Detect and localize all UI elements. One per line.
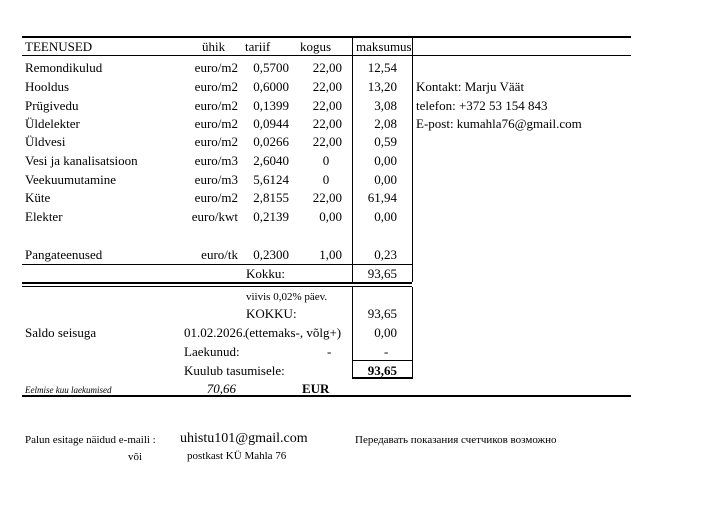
received-dash: -: [327, 344, 332, 359]
footer-or: või: [128, 451, 143, 463]
row-qty: 0: [322, 153, 330, 168]
row-unit: euro/m2: [194, 98, 238, 113]
balance-label: Saldo seisuga: [25, 325, 97, 340]
row-name-hooldus: Hooldus: [25, 79, 70, 94]
footer-russian: Передавать показания счетчиков возможно: [355, 434, 557, 446]
row-cost: 0,59: [374, 134, 397, 149]
header-cost: maksumus: [356, 39, 412, 54]
cost-column-left-border: [352, 37, 353, 282]
row-qty: 1,00: [319, 247, 342, 262]
kokku-top-line: [22, 264, 412, 265]
row-unit: euro/m2: [194, 60, 238, 75]
row-unit: euro/kwt: [191, 209, 238, 224]
received-label: Laekunud:: [184, 344, 240, 359]
footer-email: uhistu101@gmail.com: [180, 431, 308, 446]
footer-instruction: Palun esitage näidud e-maili :: [25, 434, 156, 446]
to-pay-top-line: [352, 360, 412, 361]
section-line-1: [22, 282, 412, 284]
contact-phone: telefon: +372 53 154 843: [416, 98, 548, 113]
header-quantity: kogus: [300, 39, 332, 54]
row-cost: 12,54: [367, 60, 397, 75]
row-cost: 0,23: [374, 247, 397, 262]
total-label: Kokku:: [246, 266, 285, 281]
last-month-currency: EUR: [302, 381, 330, 396]
header-underline: [22, 55, 631, 56]
row-tariff: 0,6000: [253, 79, 289, 94]
row-tariff: 0,5700: [253, 60, 289, 75]
balance-note: (ettemaks-, võlg+): [245, 325, 342, 340]
balance-date: 01.02.2026.: [184, 325, 246, 340]
row-name-uldvesi: Üldvesi: [25, 134, 66, 149]
cost-column-right-border: [412, 37, 413, 282]
row-tariff: 2,6040: [253, 153, 289, 168]
grand-total-left-border: [352, 287, 353, 379]
header-unit: ühik: [202, 39, 226, 54]
row-tariff: 0,2300: [253, 247, 289, 262]
row-name-veekuumutamine: Veekuumutamine: [25, 172, 116, 187]
row-unit: euro/m3: [194, 153, 238, 168]
last-month-value: 70,66: [206, 381, 236, 396]
section-line-2: [22, 286, 412, 287]
row-qty: 22,00: [312, 116, 342, 131]
row-cost: 0,00: [374, 172, 397, 187]
row-unit: euro/m2: [194, 134, 238, 149]
row-unit: euro/m3: [194, 172, 238, 187]
last-month-label: Eelmise kuu laekumised: [25, 385, 112, 395]
row-qty: 22,00: [312, 190, 342, 205]
grand-total-label: KOKKU:: [246, 306, 297, 321]
row-tariff: 2,8155: [253, 190, 289, 205]
row-qty: 22,00: [312, 60, 342, 75]
penalty-label: viivis 0,02% päev.: [246, 291, 328, 303]
row-cost: 2,08: [374, 116, 397, 131]
row-tariff: 0,0944: [253, 116, 289, 131]
balance-value: 0,00: [374, 325, 397, 340]
row-name-prugivedu: Prügivedu: [25, 98, 79, 113]
row-name-vesi-kanalisatsioon: Vesi ja kanalisatsioon: [25, 153, 138, 168]
row-name-kute: Küte: [25, 190, 51, 205]
grand-total-value: 93,65: [367, 306, 397, 321]
received-dash-cost: -: [384, 344, 389, 359]
row-unit: euro/m2: [194, 116, 238, 131]
row-tariff: 0,0266: [253, 134, 289, 149]
row-name-remondikulud: Remondikulud: [25, 60, 103, 75]
row-qty: 22,00: [312, 79, 342, 94]
contact-email: E-post: kumahla76@gmail.com: [416, 116, 582, 131]
row-cost: 3,08: [374, 98, 397, 113]
header-tariff: tariif: [245, 39, 271, 54]
row-qty: 0,00: [319, 209, 342, 224]
header-services: TEENUSED: [25, 39, 93, 54]
top-border: [22, 36, 631, 38]
row-unit: euro/m2: [194, 79, 238, 94]
row-cost: 0,00: [374, 209, 397, 224]
to-pay-label: Kuulub tasumisele:: [184, 363, 285, 378]
total-value: 93,65: [367, 266, 397, 281]
contact-name: Kontakt: Marju Väät: [416, 79, 525, 94]
row-qty: 22,00: [312, 98, 342, 113]
row-cost: 13,20: [367, 79, 397, 94]
row-name-pangateenused: Pangateenused: [25, 247, 103, 262]
row-tariff: 0,1399: [253, 98, 289, 113]
row-tariff: 0,2139: [253, 209, 289, 224]
row-name-uldelekter: Üldelekter: [25, 116, 80, 131]
row-cost: 61,94: [367, 190, 397, 205]
row-cost: 0,00: [374, 153, 397, 168]
row-name-elekter: Elekter: [25, 209, 63, 224]
row-tariff: 5,6124: [253, 172, 289, 187]
grand-total-right-border: [412, 287, 413, 379]
footer-mailbox: postkast KÜ Mahla 76: [187, 450, 287, 462]
row-qty: 22,00: [312, 134, 342, 149]
row-qty: 0: [322, 172, 330, 187]
row-unit: euro/m2: [194, 190, 238, 205]
to-pay-value: 93,65: [367, 363, 397, 378]
row-unit: euro/tk: [201, 247, 238, 262]
